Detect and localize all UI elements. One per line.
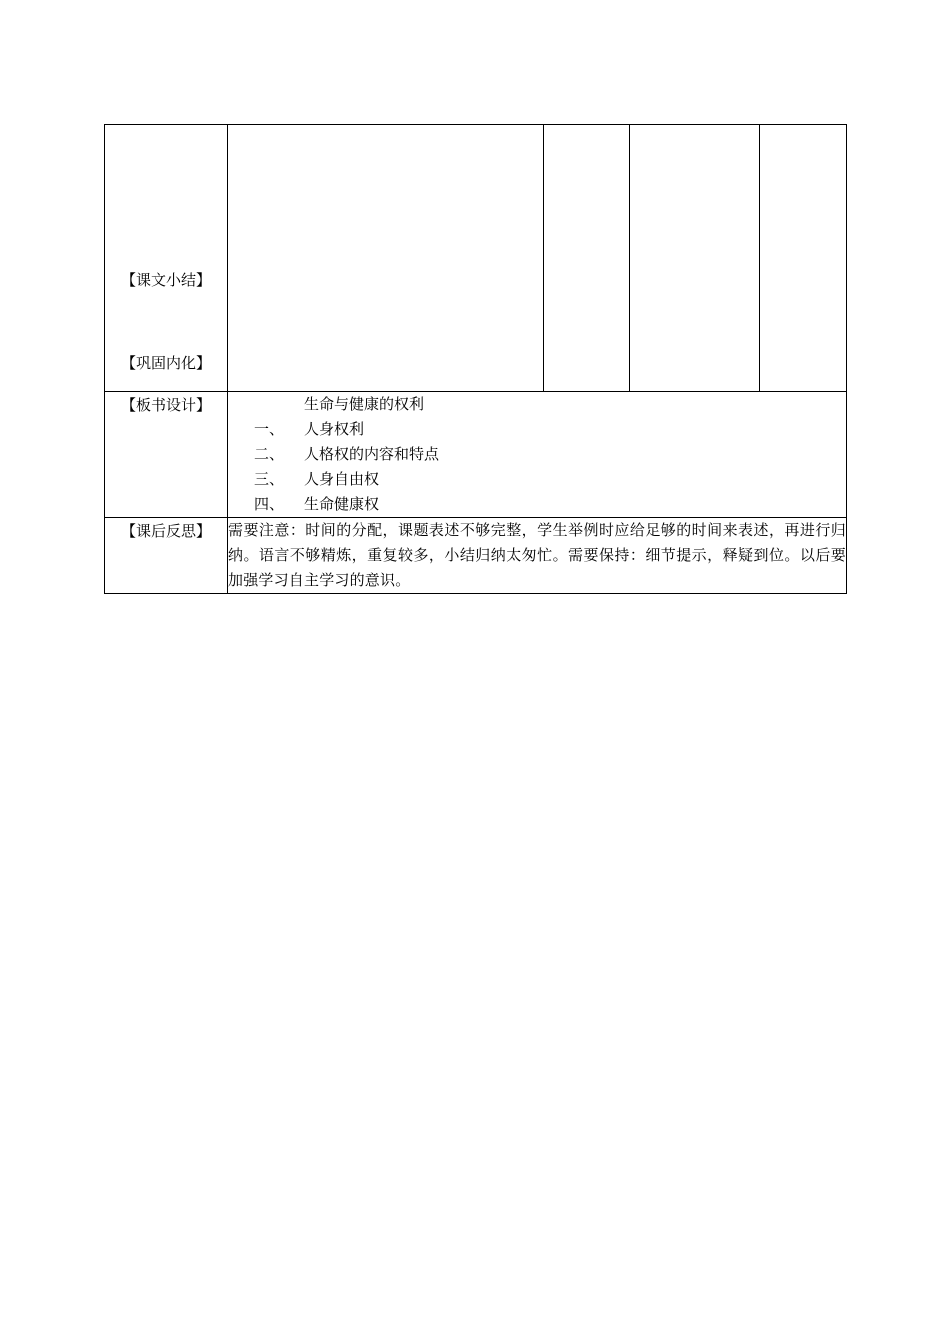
board-item-text: 人身自由权: [304, 470, 380, 488]
board-item-number: 四、: [254, 495, 285, 513]
board-design-row: [105, 392, 847, 518]
board-item: [228, 467, 846, 492]
consolidate-label: 【巩固内化】: [120, 354, 211, 372]
summary-row: [105, 125, 847, 392]
board-item-number: 一、: [254, 420, 285, 438]
board-design-content: [228, 392, 847, 518]
summary-cell-5: [760, 125, 847, 392]
summary-label: 【课文小结】: [120, 271, 211, 289]
summary-cell-3: [544, 125, 630, 392]
board-item-number: 二、: [254, 445, 285, 463]
summary-label-cell: [105, 125, 228, 392]
board-item-text: 生命健康权: [304, 495, 380, 513]
reflection-row: [105, 518, 847, 594]
board-item: [228, 417, 846, 442]
board-title: 生命与健康的权利: [304, 395, 425, 413]
board-design-label: 【板书设计】: [105, 392, 228, 518]
board-item: [228, 442, 846, 467]
reflection-label: 【课后反思】: [105, 518, 228, 594]
summary-cell-4: [630, 125, 760, 392]
reflection-text: 需要注意：时间的分配，课题表述不够完整，学生举例时应给足够的时间来表述，再进行归纳。语言不够精炼，重复较多，小结归纳太匆忙。需要保持：细节提示，释疑到位。以后要加强学习自主学习的意识。: [228, 518, 847, 594]
board-item-text: 人格权的内容和特点: [304, 445, 440, 463]
board-item-text: 人身权利: [304, 420, 365, 438]
summary-content-cell: [228, 125, 544, 392]
lesson-plan-table: [104, 124, 847, 594]
board-item: [228, 492, 846, 517]
board-item-number: 三、: [254, 470, 285, 488]
